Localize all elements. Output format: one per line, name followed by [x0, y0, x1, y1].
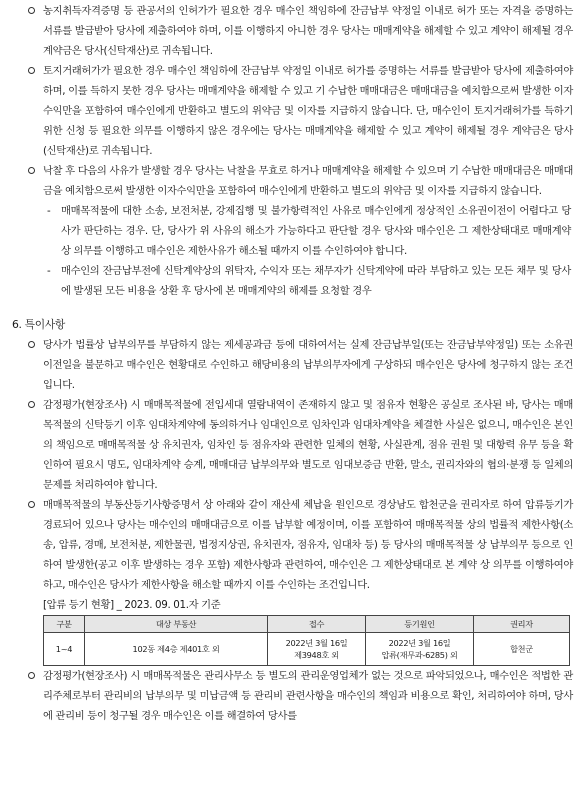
header-receipt: 접수: [268, 616, 366, 633]
sub-item-litigation: [0, 201, 582, 261]
paragraph-seizure: [0, 495, 582, 595]
paragraph-text: 감정평가(현장조사) 시 매매목적물은 관리사무소 등 별도의 관리운영업체가 없는 것으로 파악되었으나, 매수인은 적법한 관리주체로부터 관리비의 납부의무 및 미납금액 등 관리비 관련사항을 매수인의 책임과 비용으로 확인, 처리하여야 하며, 당사에 관리비 등이 청구될 경우 매수인은 이를 해결하여 당사를: [43, 670, 573, 722]
paragraph-text: 감정평가(현장조사) 시 매매목적물에 전입세대 열람내역이 존재하지 않고 및 점유자 현황은 공실로 조사된 바, 당사는 매매목적물의 신탁등기 이후 임대차계약에 동의하거나 임대인으로 임차인과 임대차계약을 체결한 사실은 없으니, 매수인은 본인의 책임으로 매매목적물 상 유치권자, 임차인 등 점유자와 관련한 일체의 현황, 사실관계, 점유 권원 및 대항력 유무 등을 확인하여 필요시 명도, 임대차계약 승계, 매매대금 납부의무와 별도로 임대보증금 반환, 말소, 권리자와의 협의·분쟁 등 일체의 문제를 처리하여야 합니다.: [43, 399, 573, 491]
dash-marker: -: [47, 205, 51, 217]
circle-bullet-icon: [28, 67, 35, 74]
seizure-table: [43, 615, 570, 666]
paragraph-management-fees: [0, 666, 582, 726]
paragraph-farmland-permit: [0, 1, 582, 61]
sub-item-text: 매매목적물에 대한 소송, 보전처분, 강제집행 및 불가항력적인 사유로 매수인에게 정상적인 소유권이전이 어렵다고 당사가 판단하는 경우. 단, 당사가 위 사유의 해소가 가능하다고 판단할 경우 당사와 매수인은 그 제한상태대로 매매계약상 의무를 이행하고 매수인은 제한사유가 해소될 때까지 이를 수인하여야 합니다.: [61, 205, 571, 257]
dash-marker: -: [47, 265, 51, 277]
paragraph-land-transaction-permit: [0, 61, 582, 161]
header-property: 대상 부동산: [85, 616, 268, 633]
cell-receipt: [268, 633, 366, 666]
paragraph-bid-cancellation: [0, 161, 582, 201]
cause-detail: 압류(재무과-6285) 외: [381, 650, 458, 660]
header-right-holder: 권리자: [474, 616, 570, 633]
cell-right-holder: 합천군: [474, 633, 570, 666]
circle-bullet-icon: [28, 341, 35, 348]
circle-bullet-icon: [28, 501, 35, 508]
cause-date: 2022년 3월 16일: [388, 638, 451, 648]
paragraph-occupancy: [0, 395, 582, 495]
paragraph-text: 낙찰 후 다음의 사유가 발생할 경우 당사는 낙찰을 무효로 하거나 매매계약을 해제할 수 있으며 기 수납한 매매대금은 매매대금을 예치함으로써 발생한 이자수익만을 포함하여 매수인에게 반환하고 별도의 위약금 및 이자를 지급하지 않습니다.: [43, 165, 573, 197]
cell-cause: [366, 633, 474, 666]
table-row: [44, 633, 570, 666]
header-cause: 등기원인: [366, 616, 474, 633]
paragraph-text: 농지취득자격증명 등 관공서의 인허가가 필요한 경우 매수인 책임하에 잔금납부 약정일 이내로 허가 또는 자격을 증명하는 서류를 발급받아 당사에 제출하여야 하며, 이를 이행하지 아니한 경우 당사는 매매계약을 해제할 수 있고 계약이 해제될 경우 계약금은 당사(신탁재산)로 귀속됩니다.: [43, 5, 573, 57]
circle-bullet-icon: [28, 167, 35, 174]
sub-item-text: 매수인의 잔금납부전에 신탁계약상의 위탁자, 수익자 또는 채무자가 신탁계약에 따라 부담하고 있는 모든 채무 및 당사에 발생된 모든 비용을 상환 후 당사에 본 매매계약의 해제를 요청할 경우: [61, 265, 571, 297]
circle-bullet-icon: [28, 672, 35, 679]
paragraph-text: 매매목적물의 부동산등기사항증명서 상 아래와 같이 재산세 체납을 원인으로 경상남도 합천군을 권리자로 하여 압류등기가 경료되어 있으나 당사는 매수인의 매매대금으로 이를 납부할 예정이며, 이를 포함하여 매매목적물 상의 법률적 제한사항(소송, 압류, 경매, 보전처분, 제한물권, 법정지상권, 유치권자, 점유자, 임대차 등) 등 당사의 매매목적물 상 납부의무 등으로 인하여 발생한(공고 이후 발생하는 경우 포함) 제한사항과 관련하여, 매수인은 그 제한상태대로 본 계약 상 의무를 이행하여야 하고, 매수인은 당사가 제한사항을 해소할 때까지 이를 수인하는 조건입니다.: [43, 499, 573, 591]
cell-property: 102동 제4층 제401호 외: [85, 633, 268, 666]
cell-category: 1~4: [44, 633, 85, 666]
header-category: 구분: [44, 616, 85, 633]
receipt-number: 제3948호 외: [294, 650, 339, 660]
paragraph-text: 토지거래허가가 필요한 경우 매수인 책임하에 잔금납부 약정일 이내로 허가를 증명하는 서류를 발급받아 당사에 제출하여야 하며, 이를 득하지 못한 경우 당사는 매매계약을 해제할 수 있고 기 수납한 매매대금은 매매대금을 예치함으로써 발생한 이자수익만을 포함하여 매수인에게 반환하고 별도의 위약금 및 이자를 지급하지 않습니다. 단, 매수인이 토지거래허가를 득하기 위한 신청 등 필요한 의무를 이행하지 않은 경우에는 당사는 매매계약을 해제할 수 있고 계약이 해제될 경우 계약금은 당사(신탁재산)로 귀속됩니다.: [43, 65, 573, 157]
receipt-date: 2022년 3월 16일: [285, 638, 348, 648]
sub-item-trust-debt: [0, 261, 582, 301]
circle-bullet-icon: [28, 401, 35, 408]
circle-bullet-icon: [28, 7, 35, 14]
paragraph-taxes: [0, 335, 582, 395]
section-heading: 6. 특이사항: [12, 318, 66, 331]
table-caption: [압류 등기 현황] _ 2023. 09. 01.자 기준: [43, 599, 221, 611]
paragraph-text: 당사가 법률상 납부의무를 부담하지 않는 제세공과금 등에 대하여서는 실제 잔금납부일(또는 잔금납부약정일) 또는 소유권이전일을 불문하고 매수인은 현황대로 수인하고 해당비용의 납부의무자에게 구상하되 매수인은 당사에 청구하지 않는 조건입니다.: [43, 339, 573, 391]
table-header-row: [44, 616, 570, 633]
